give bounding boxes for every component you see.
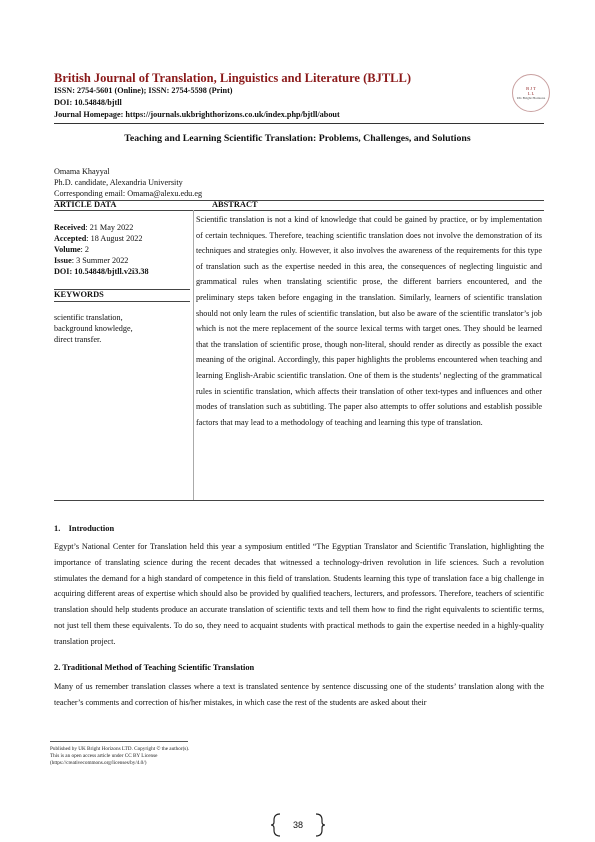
- author-name: Omama Khayyal: [54, 167, 110, 176]
- keyword-item: background knowledge,: [54, 324, 133, 333]
- logo-text-1: B J T: [526, 85, 536, 91]
- article-doi[interactable]: DOI: 10.54848/bjtll.v2i3.38: [54, 267, 149, 276]
- section-1-heading: 1. Introduction: [54, 524, 115, 533]
- journal-homepage[interactable]: Journal Homepage: https://journals.ukbrighthorizons.co.uk/index.php/bjtll/about: [54, 110, 340, 119]
- abstract-text: Scientific translation is not a kind of knowledge that could be gained by practice, or by implementation of certain techniques. Therefore, teaching scientific translation does not involve the demonstration of its techniques and strategies only. However, it also involves the awareness of the requirements for this type of translation such as the expertise needed in this area, the consequences of neglecting linguistic and grammatical rules when translating scientific prose, the different barriers encountered, and the preliminary steps taken before engaging in the translation. Similarly, learners of scientific translation should not only learn the rules of scientific translation, but also be aware of the scientific translator’s job which is not the mere replacement of the source lexical terms with target ones. They should be learned that the translation of scientific prose, though non-literal, should render as directly as possible the exact meaning of the original. Accordingly, this paper highlights the problems encountered when teaching and learning English-Arabic scientific translation. One of them is the students’ neglecting of the grammatical rules in scientific translation, which affects their translation of other text-types and influences and other modes of translation such as subtitling. The paper also attempts to offer solutions and establish possible factors that may lead to a methodology of teaching and learning this type of translation.: [196, 215, 542, 427]
- abstract-heading: ABSTRACT: [212, 200, 258, 209]
- footnote-rule: [50, 741, 188, 742]
- logo-text-2: L L: [527, 90, 535, 96]
- section-2-heading: 2. Traditional Method of Teaching Scientific Translation: [54, 663, 255, 672]
- author-email[interactable]: Corresponding email: Omama@alexu.edu.eg: [54, 189, 203, 198]
- keyword-item: direct transfer.: [54, 335, 102, 344]
- paper-title: Teaching and Learning Scientific Translation: Problems, Challenges, and Solutions: [124, 133, 471, 144]
- footer-publisher: Published by UK Bright Horizons LTD. Copyright © the author(s).: [50, 746, 190, 752]
- volume: Volume: 2: [54, 245, 89, 254]
- article-data-top-rule: [54, 200, 544, 201]
- section-1-text: Egypt’s National Center for Translation held this year a symposium entitled “The Egyptian Translator and Scientific Translation, highlighting the importance of translating science during the recent decades that witnessed a technology-driven revolution in life sciences. Such a revolution stimulates the demand for a high standard of competence in this field of translation. Students learning this type of translation face a big challenge in acquiring different areas of expertise which should also be provided by qualified teachers, lecturers, and professors. Therefore, teachers of scientific translation should help students produce an accurate translation of scientific texts and tell them how to find the right equivalents to scientific terms, not just tell them these equivalents. To do so, they need to acquaint students with practical methods to gain the expertise needed in a highly-quality translation project.: [54, 542, 544, 646]
- footer-license: This is an open access article under CC BY License: [50, 753, 158, 759]
- page-number: 38: [292, 820, 303, 830]
- author-affiliation: Ph.D. candidate, Alexandria University: [54, 178, 183, 187]
- article-data-bottom-rule: [54, 210, 544, 211]
- journal-issn: ISSN: 2754-5601 (Online); ISSN: 2754-5598 (Print): [54, 86, 233, 95]
- article-data-heading: ARTICLE DATA: [54, 200, 117, 209]
- received-date: Received: 21 May 2022: [54, 223, 134, 232]
- accepted-date: Accepted: 18 August 2022: [54, 234, 143, 243]
- section-2-text: Many of us remember translation classes where a text is translated sentence by sentence discussing one of the students’ translation along with the teacher’s comments and correction of his/her mistakes, in which case the rest of the students are asked about their: [54, 682, 544, 707]
- keywords-heading: KEYWORDS: [54, 290, 104, 299]
- column-divider: [193, 210, 194, 500]
- keyword-item: scientific translation,: [54, 313, 123, 322]
- journal-title: British Journal of Translation, Linguistics and Literature (BJTLL): [54, 71, 411, 85]
- footer-license-url[interactable]: (https://creativecommons.org/licenses/by/4.0/): [50, 760, 147, 766]
- issue: Issue: 3 Summer 2022: [54, 256, 129, 265]
- journal-logo: [512, 74, 550, 112]
- abstract-bottom-rule: [54, 500, 544, 501]
- keywords-bottom-rule: [54, 301, 190, 302]
- header-rule: [54, 123, 544, 124]
- logo-text-3: UK Bright Horizons: [516, 95, 546, 100]
- journal-doi: DOI: 10.54848/bjtll: [54, 98, 122, 107]
